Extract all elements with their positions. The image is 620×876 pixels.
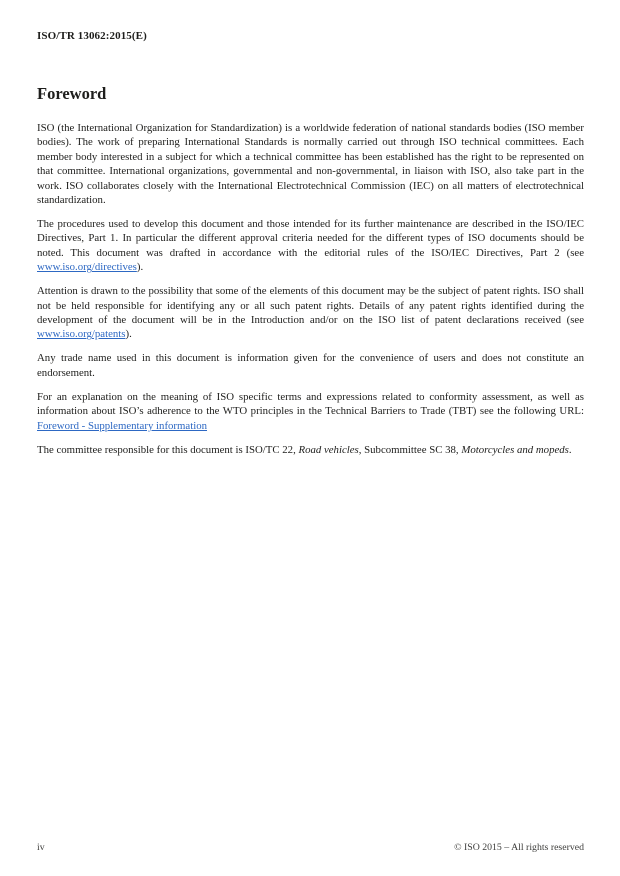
paragraph-text: ISO (the International Organization for Standardization) is a worldwide federation of national standards bodies (ISO member bodies). The work of preparing International Standards is normally carried out through ISO technical committees. Each member body interested in a subject for which a technical committee has been established has the right to be represented on that committee. International organizations, governmental and non-governmental, in liaison with ISO, also take part in the work. ISO collaborates closely with the International Electrotechnical Commission (IEC) on all matters of electrotechnical standardization.	[37, 122, 584, 207]
page-header	[37, 30, 584, 42]
paragraph-text: The committee responsible for this document is ISO/TC 22,	[37, 443, 299, 456]
paragraph-text: ).	[136, 261, 144, 274]
committee-name-road-vehicles: Road vehicles	[298, 443, 359, 456]
paragraph-text: ).	[125, 328, 132, 341]
subcommittee-name-motorcycles-mopeds: Motorcycles and mopeds	[461, 443, 569, 456]
paragraph-text: Any trade name used in this document is information given for the convenience of users and does not constitute an endorsement.	[37, 352, 584, 379]
paragraph-wto-tbt	[37, 390, 584, 433]
document-body	[37, 121, 584, 457]
paragraph-procedures	[37, 217, 584, 275]
paragraph-committee	[37, 443, 584, 457]
paragraph-text: Attention is drawn to the possibility that some of the elements of this document may be the subject of patent rights. ISO shall not be held responsible for identifying any or all such patent rights. Details of any patent rights identified during the development of the document will be in the Introduction and/or on the ISO list of patent declarations received (see	[37, 285, 584, 327]
page-footer	[37, 842, 584, 853]
paragraph-text: The procedures used to develop this document and those intended for its further maintenance are described in the ISO/IEC Directives, Part 1. In particular the different approval criteria needed for the different types of ISO documents should be noted. This document was drafted in accordance with the editorial rules of the ISO/IEC Directives, Part 2 (see	[37, 218, 584, 259]
page-title: Foreword	[37, 84, 107, 103]
link-iso-patents[interactable]: www.iso.org/patents	[37, 328, 126, 341]
paragraph-patent-rights	[37, 284, 584, 342]
document-reference: ISO/TR 13062:2015(E)	[37, 30, 147, 42]
copyright-notice: © ISO 2015 – All rights reserved	[454, 842, 584, 853]
paragraph-text: For an explanation on the meaning of ISO specific terms and expressions related to conformity assessment, as well as information about ISO’s adherence to the WTO principles in the Technical Barriers to Trade (TBT) see the following URL:	[37, 390, 584, 418]
paragraph-iso-federation	[37, 121, 584, 207]
link-foreword-supplementary-information[interactable]: Foreword - Supplementary information	[37, 419, 208, 432]
link-iso-directives[interactable]: www.iso.org/directives	[37, 261, 137, 274]
page-number: iv	[37, 842, 45, 853]
paragraph-text: .	[568, 443, 572, 456]
paragraph-trade-name	[37, 351, 584, 380]
paragraph-text: , Subcommittee SC 38,	[358, 443, 462, 456]
